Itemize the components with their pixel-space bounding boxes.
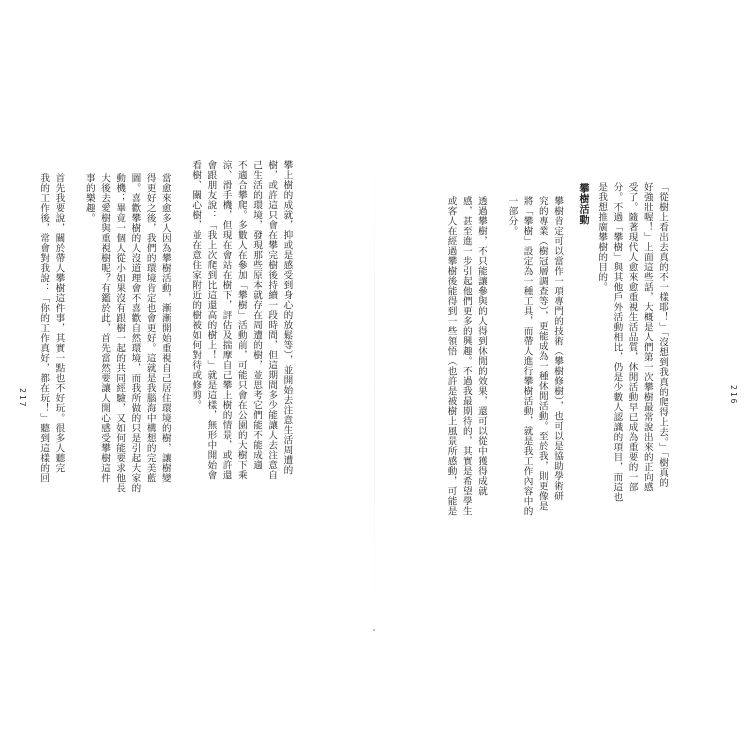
print-mark	[373, 629, 375, 631]
text-line: 看樹、關心樹，並在意住家附近的樹被如何對待或修剪。	[190, 160, 202, 410]
text-line: 己生活的環境，發現那些原本就存在周遭的樹，並思考它們能不能成適	[251, 160, 263, 470]
text-line: 究的專業（樹冠層調查等），更能成為一種休閒活動。至於我，則更像是	[536, 196, 548, 512]
text-line: 首先我要說，關於帶人攀樹這件事，其實一點也不好玩。很多人聽完	[53, 173, 65, 473]
text-line: 得更好之後，我們的環境肯定也會更好。這就是我腦海中構想的完美藍	[144, 173, 156, 483]
intro-paragraph	[594, 182, 670, 502]
text-line: 受了。隨著現代人愈來愈重視生活品質，休閒活動早已成為重要的一部	[626, 182, 638, 492]
page-number-217: 217	[18, 388, 27, 409]
top-paragraph	[188, 160, 294, 480]
section-body	[443, 196, 565, 516]
text-line	[489, 196, 504, 486]
text-line: 攀樹肯定可以當作一項專門的技術（攀樹修樹），也可以是協助學術研	[552, 196, 563, 502]
text-line: 或客人在經過攀樹後能得到一些領悟（也許是被樹上風景所感動，可能是	[445, 196, 457, 516]
text-line: 涼、滑手機，但現在會站在樹下，評估及揣摩自己攀上樹的情景，或許還	[220, 160, 232, 480]
text-line: 分。不過「攀樹」與其他戶外活動相比，仍是少數人認識的項目，而這也	[611, 182, 623, 502]
bottom-paragraphs	[36, 173, 173, 493]
text-line: 當愈來愈多人因為攀樹活動，漸漸開始重視自己居住環境的樹，讓樹變	[159, 173, 171, 483]
text-line: 大後去愛樹與重視樹呢？有鑑於此，首先當然要讓人開心感受攀樹這件	[99, 173, 111, 483]
text-line: 不適合攀爬。多數人在參加「攀樹」活動前，可能只會在公園的大樹下乘	[235, 160, 247, 480]
page-number-216: 216	[729, 385, 738, 406]
text-line: 動機；畢竟一個人從小如果沒有跟樹一起的共同經驗，又如何能要求他長	[114, 173, 126, 493]
text-line: 攀上樹的成就，抑或是感受到身心的放鬆等），並開始去注意生活周遭的	[281, 160, 293, 476]
text-line: 事的樂趣。	[83, 173, 95, 223]
text-line: 樹，或許這只會在攀完樹後持續一段時間，但這期間多少能讓人去注意自	[266, 160, 278, 480]
section-heading: 攀樹活動	[577, 183, 588, 225]
text-line: 透過攀樹，不只能讓參與的人得到休閒的效果，還可以從中獲得成就	[475, 196, 487, 496]
text-line: 圖。喜歡攀樹的人沒道理會不喜歡自然環境，而我所做的只是引起大家的	[129, 173, 141, 493]
text-line: 是我想推廣攀樹的目的。	[596, 182, 608, 292]
text-line: 一部分。	[506, 196, 518, 236]
text-line: 好強壯喔！」上面這些話，大概是人們第一次攀樹最常說出來的正向感	[641, 182, 653, 492]
right-page	[375, 0, 750, 750]
text-line: 「從樹上看出去真的不一樣耶！」「沒想到我真的爬得上去。」「樹真的	[657, 182, 668, 488]
text-line: 會跟朋友說：「我上次爬到比這還高的樹上！」就是這樣，無形中開始會	[205, 160, 217, 480]
text-line: 將「攀樹」設定為一種工具，而帶人進行攀樹活動，就是我工作內容中的	[521, 196, 533, 516]
text-line	[66, 173, 81, 473]
text-line: 我的工作後，常會對我說：「你的工作真好，都在玩！」聽到這樣的回	[38, 173, 50, 483]
text-line: 感，甚至進一步引起他們更多的興趣。不過我最期待的，其實是希望學生	[460, 196, 472, 516]
